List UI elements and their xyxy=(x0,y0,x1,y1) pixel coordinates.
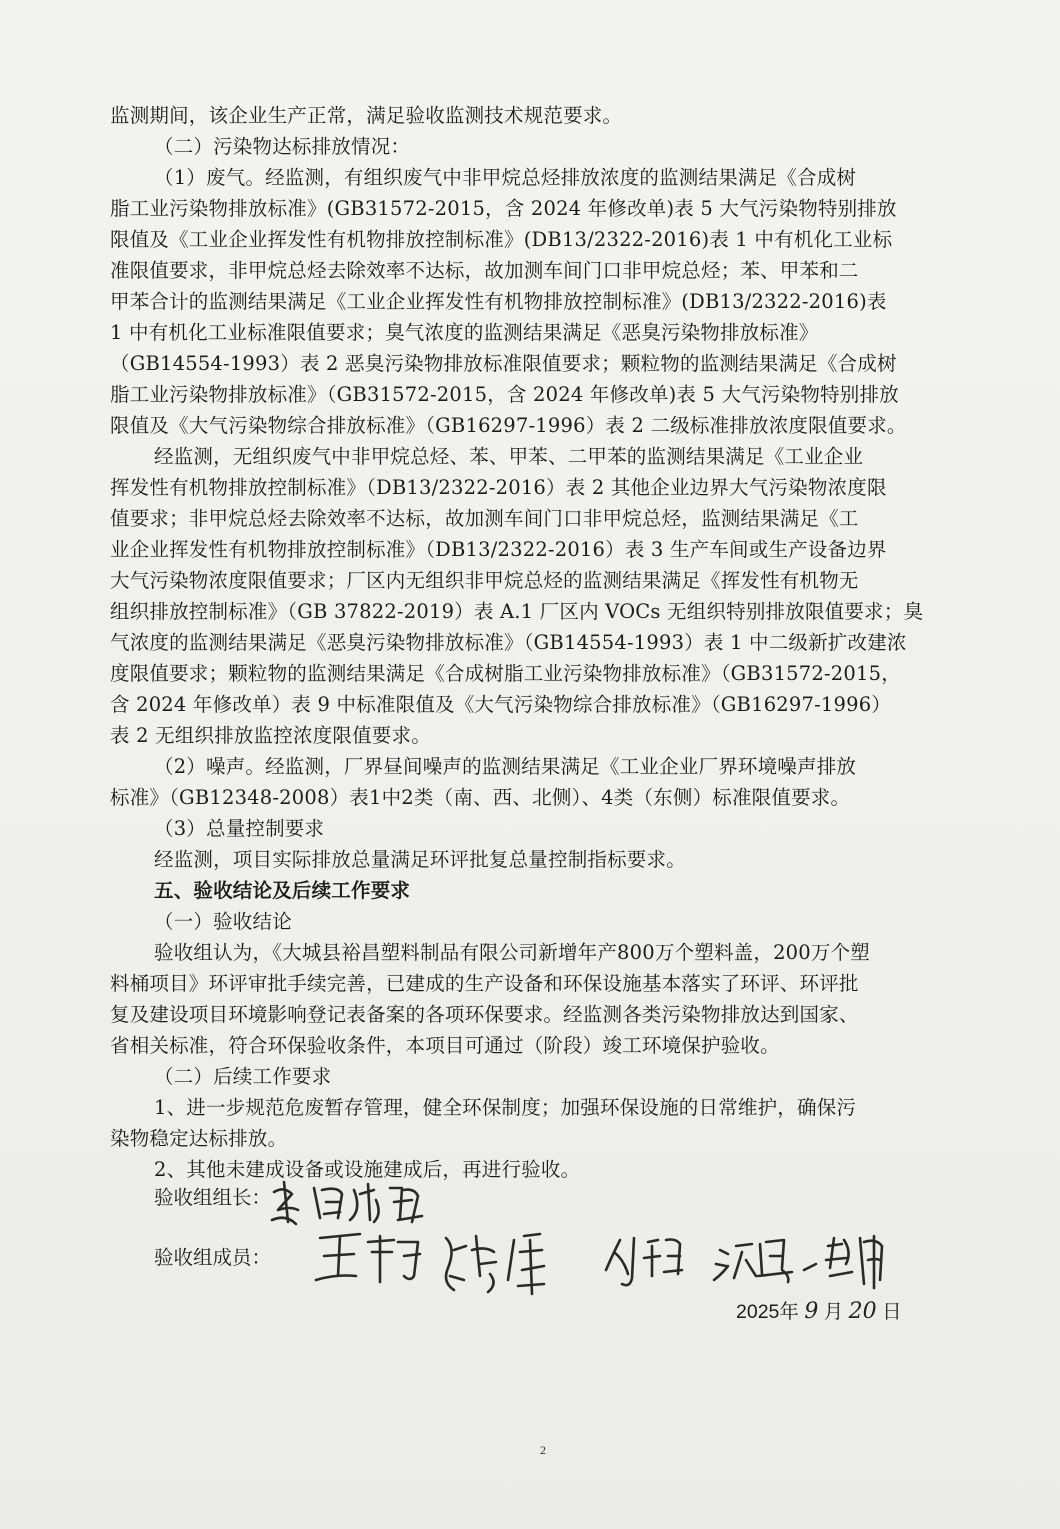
text-line: 1、进一步规范危废暂存管理，健全环保制度；加强环保设施的日常维护，确保污 xyxy=(154,1096,857,1119)
text-line: 度限值要求；颗粒物的监测结果满足《合成树脂工业污染物排放标准》（GB31572-2015， xyxy=(110,662,901,685)
text-line: 2、其他未建成设备或设施建成后，再进行验收。 xyxy=(154,1158,581,1181)
text-line: 挥发性有机物排放控制标准》（DB13/2322-2016）表 2 其他企业边界大气污染物浓度限 xyxy=(110,476,887,499)
member-signature-1 xyxy=(316,1234,420,1282)
text-line: 1 中有机化工业标准限值要求；臭气浓度的监测结果满足《恶臭污染物排放标准》 xyxy=(110,321,819,344)
date-year: 2025年 xyxy=(736,1301,799,1323)
text-line: 经监测，项目实际排放总量满足环评批复总量控制指标要求。 xyxy=(154,848,686,871)
text-line: （1）废气。经监测，有组织废气中非甲烷总烃排放浓度的监测结果满足《合成树 xyxy=(154,166,857,189)
text-line: 气浓度的监测结果满足《恶臭污染物排放标准》（GB14554-1993）表 1 中二级新扩改建浓 xyxy=(110,631,907,654)
text-line: 业企业挥发性有机物排放控制标准》（DB13/2322-2016）表 3 生产车间或生产设备边界 xyxy=(110,538,887,561)
text-line: （二）污染物达标排放情况： xyxy=(154,135,411,158)
leader-label: 验收组组长： xyxy=(154,1186,272,1209)
date-day: 20 xyxy=(848,1299,877,1324)
date-month: 9 xyxy=(804,1299,819,1324)
text-line: （一）验收结论 xyxy=(154,910,292,933)
date-day-unit: 日 xyxy=(882,1301,902,1323)
signing-date xyxy=(736,1296,902,1324)
member-signature-5 xyxy=(826,1236,882,1288)
member-signature-4 xyxy=(714,1240,816,1282)
section-heading: 五、验收结论及后续工作要求 xyxy=(154,879,411,902)
member-signature-2 xyxy=(446,1234,544,1294)
text-line: 经监测，无组织废气中非甲烷总烃、苯、甲苯、二甲苯的监测结果满足《工业企业 xyxy=(154,445,864,468)
text-line: （3）总量控制要求 xyxy=(154,817,325,840)
text-line: 限值及《工业企业挥发性有机物排放控制标准》(DB13/2322-2016)表 1 中有机化工业标 xyxy=(110,228,893,251)
date-month-unit: 月 xyxy=(823,1301,844,1323)
text-line: 限值及《大气污染物综合排放标准》（GB16297-1996）表 2 二级标准排放浓度限值要求。 xyxy=(110,414,907,437)
text-line: （二）后续工作要求 xyxy=(154,1065,332,1088)
text-line: 值要求；非甲烷总烃去除效率不达标，故加测车间门口非甲烷总烃，监测结果满足《工 xyxy=(110,507,859,530)
text-line: 验收组认为，《大城县裕昌塑料制品有限公司新增年产800万个塑料盖，200万个塑 xyxy=(154,941,870,964)
text-line: （2）噪声。经监测，厂界昼间噪声的监测结果满足《工业企业厂界环境噪声排放 xyxy=(154,755,857,778)
body-text xyxy=(110,100,952,1185)
text-line: 复及建设项目环境影响登记表备案的各项环保要求。经监测各类污染物排放达到国家、 xyxy=(110,1003,859,1026)
text-line: 大气污染物浓度限值要求；厂区内无组织非甲烷总烃的监测结果满足《挥发性有机物无 xyxy=(110,569,859,592)
text-line: 省相关标准，符合环保验收条件，本项目可通过（阶段）竣工环境保护验收。 xyxy=(110,1034,780,1057)
page-number: 2 xyxy=(540,1443,546,1457)
text-line: 标准》（GB12348-2008）表1中2类（南、西、北侧）、4类（东侧）标准限值要求。 xyxy=(110,786,851,809)
text-line: 料桶项目》环评审批手续完善，已建成的生产设备和环保设施基本落实了环评、环评批 xyxy=(110,972,859,995)
text-line: （GB14554-1993）表 2 恶臭污染物排放标准限值要求；颗粒物的监测结果满足《合成树 xyxy=(110,352,897,375)
text-line: 准限值要求，非甲烷总烃去除效率不达标，故加测车间门口非甲烷总烃；苯、甲苯和二 xyxy=(110,259,859,282)
text-line: 含 2024 年修改单）表 9 中标准限值及《大气污染物综合排放标准》（GB16297-1996） xyxy=(110,693,892,716)
member-signature-3 xyxy=(606,1238,682,1285)
text-line: 染物稳定达标排放。 xyxy=(110,1127,288,1150)
members-label: 验收组成员： xyxy=(154,1246,272,1269)
text-line: 组织排放控制标准》（GB 37822-2019）表 A.1 厂区内 VOCs 无组织特别排放限值要求；臭 xyxy=(110,600,924,623)
text-line: 监测期间，该企业生产正常，满足验收监测技术规范要求。 xyxy=(110,104,623,127)
text-line: 脂工业污染物排放标准》(GB31572-2015，含 2024 年修改单)表 5 大气污染物特别排放 xyxy=(110,197,897,220)
text-line: 表 2 无组织排放监控浓度限值要求。 xyxy=(110,724,431,747)
text-line: 甲苯合计的监测结果满足《工业企业挥发性有机物排放控制标准》(DB13/2322-2016)表 xyxy=(110,290,887,313)
text-line: 脂工业污染物排放标准》（GB31572-2015，含 2024 年修改单)表 5 大气污染物特别排放 xyxy=(110,383,899,406)
leader-signature xyxy=(272,1182,422,1224)
